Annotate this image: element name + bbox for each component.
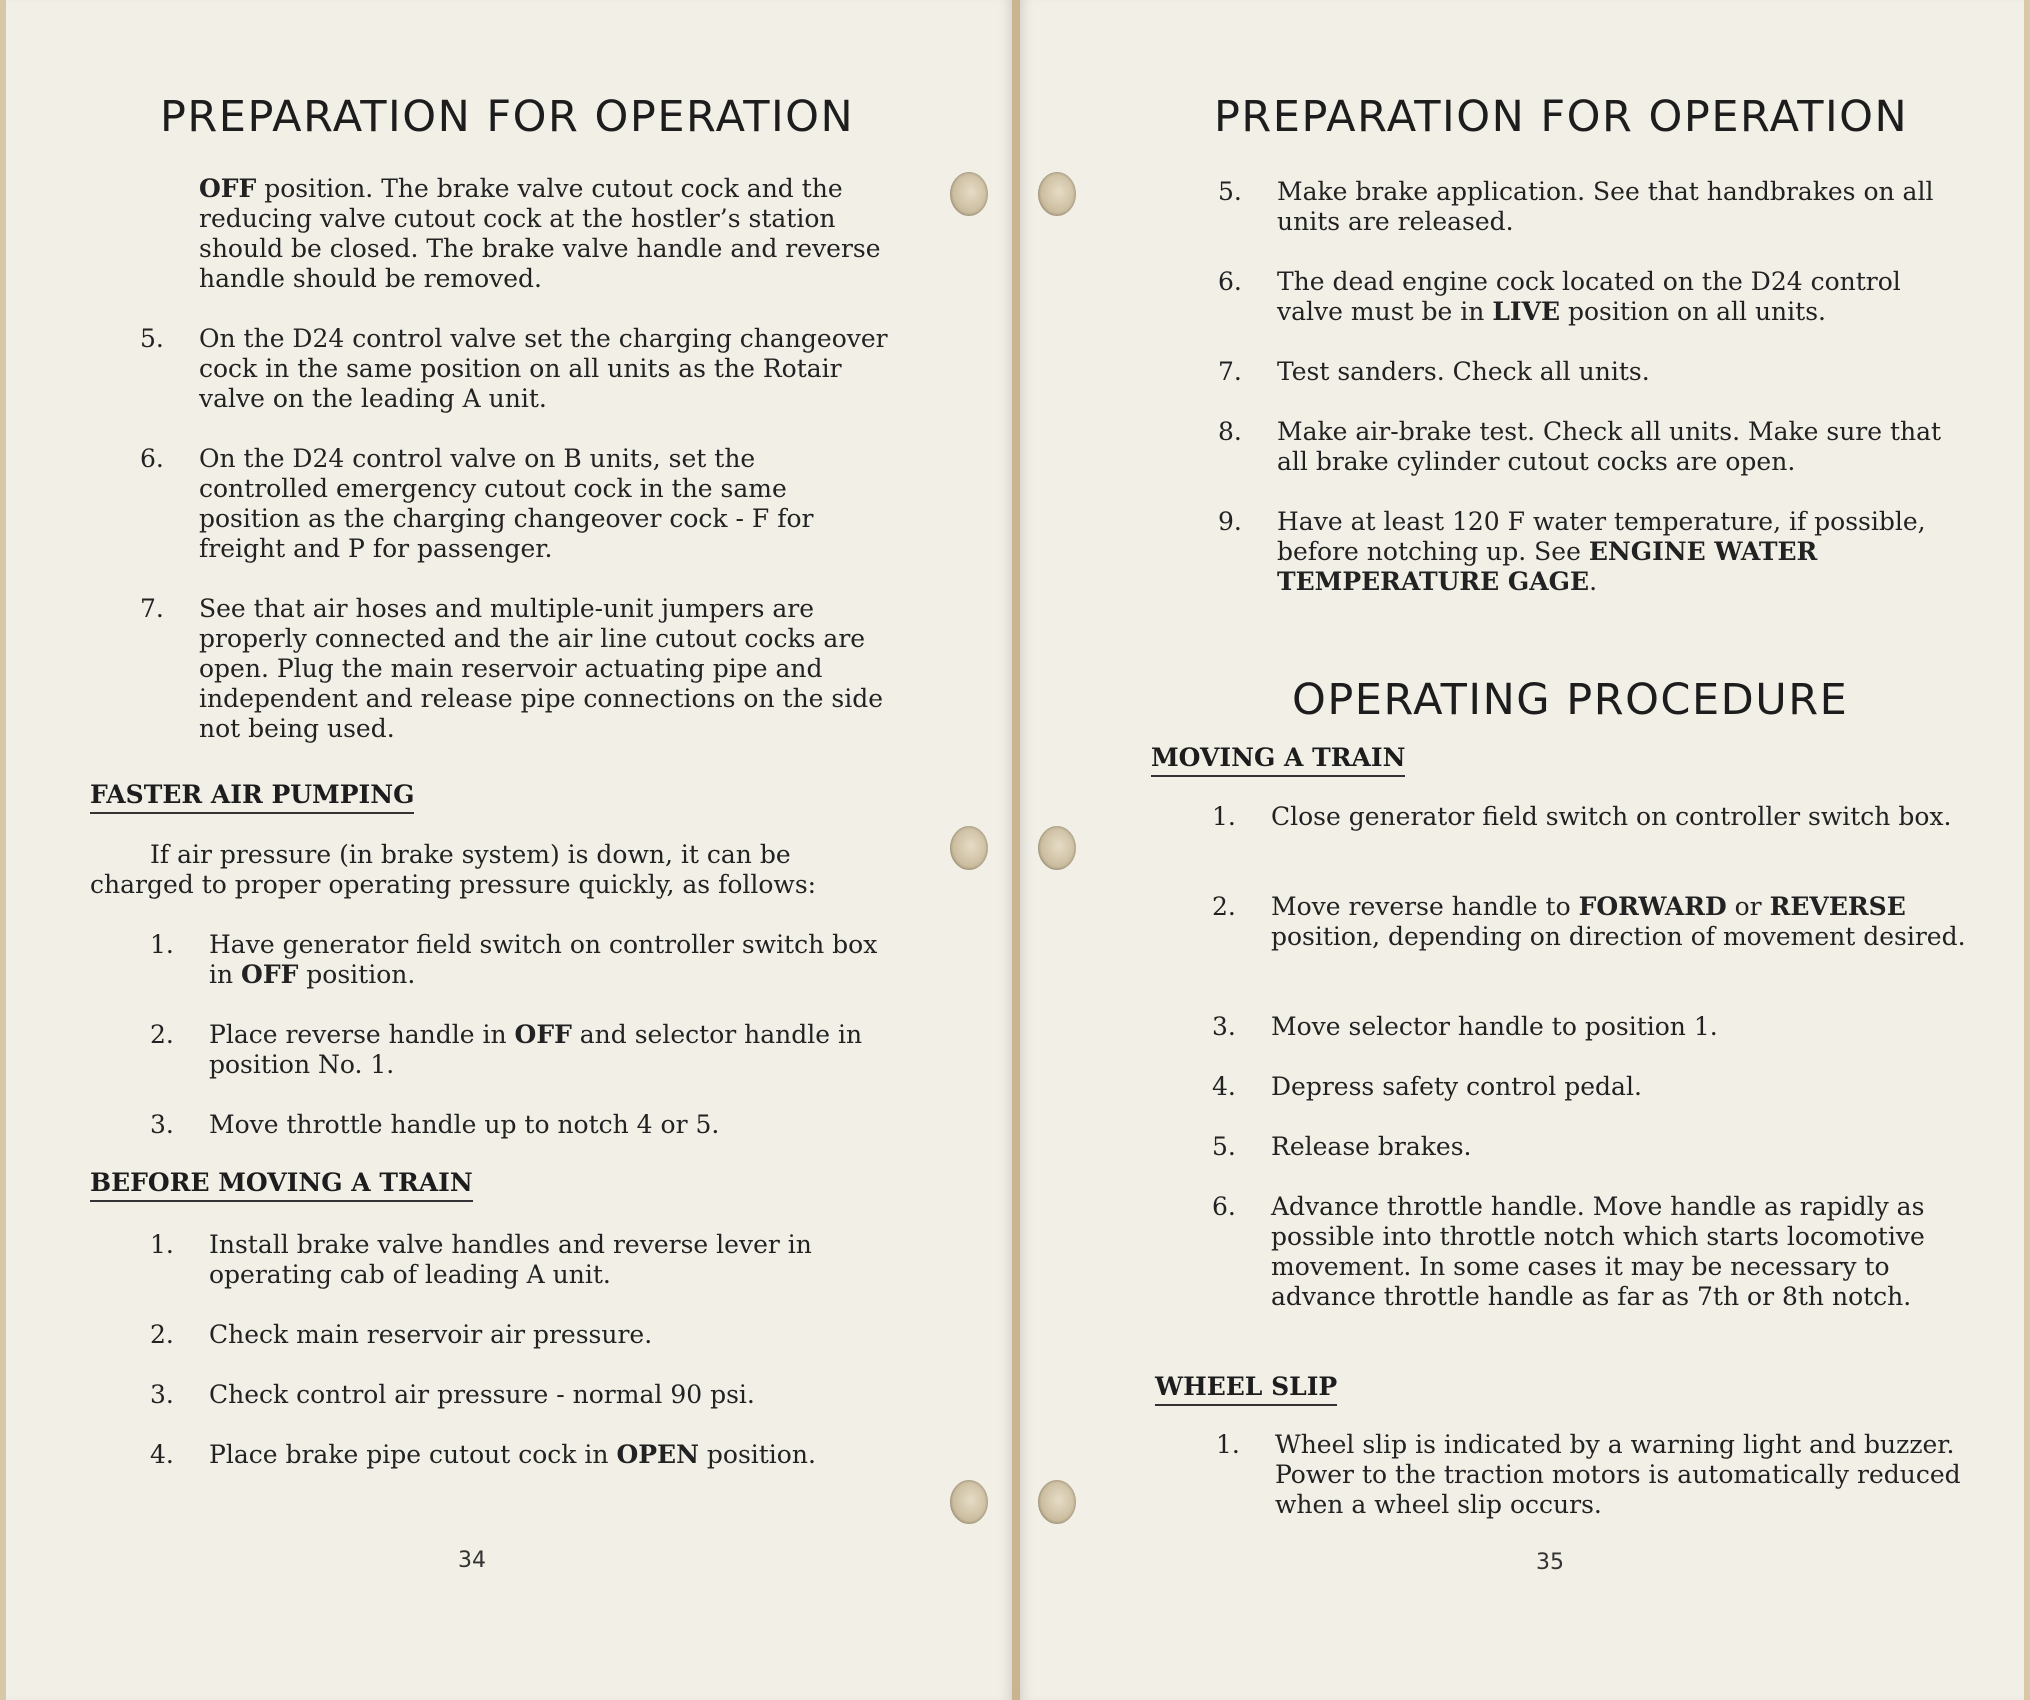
step-number: 3. [150,1110,174,1139]
page-title: PREPARATION FOR OPERATION [1214,92,1909,142]
continuation-paragraph: OFF position. The brake valve cutout cock and the reducing valve cutout cock at the hostler’s station should be closed. The brake valve handle and reverse handle should be removed. [199,174,881,293]
step-text: Install brake valve handles and reverse lever in operating cab of leading A unit. [209,1230,812,1289]
step-number: 5. [1218,177,1242,206]
section-heading-wheel-slip: WHEEL SLIP [1155,1372,1337,1406]
step-text: See that air hoses and multiple-unit jumpers are properly connected and the air line cutout cocks are open. Plug the main reservoir actuating pipe and independent and release pipe connections on the side not being used. [199,594,884,743]
step-text: Test sanders. Check all units. [1277,357,1650,386]
page-number: 35 [1536,1550,1564,1575]
step-text: Advance throttle handle. Move handle as rapidly as possible into throttle notch which starts locomotive movement. In some cases it may be necessary to advance throttle handle as far as 7th or 8th notch. [1271,1192,1925,1311]
step-text: Move selector handle to position 1. [1271,1012,1718,1041]
step-number: 6. [1218,267,1242,296]
section-heading-faster-air-pumping: FASTER AIR PUMPING [90,780,414,814]
step-text: Move reverse handle to FORWARD or REVERSE position, depending on direction of movement desired. [1271,892,1966,951]
bold-term: OFF [199,174,257,203]
step-number: 7. [140,594,164,623]
binder-hole [950,826,988,870]
right-page [1020,0,2024,1700]
step-number: 1. [150,930,174,959]
step-number: 2. [150,1320,174,1349]
binder-hole [1038,826,1076,870]
step-number: 4. [150,1440,174,1469]
step-number: 6. [1212,1192,1236,1221]
left-page [6,0,1012,1700]
step-number: 9. [1218,507,1242,536]
step-number: 7. [1218,357,1242,386]
step-number: 5. [1212,1132,1236,1161]
page-title: PREPARATION FOR OPERATION [160,92,855,142]
step-text: Place brake pipe cutout cock in OPEN position. [209,1440,816,1469]
intro-paragraph: If air pressure (in brake system) is down, it can be charged to proper operating pressure quickly, as follows: [90,840,817,899]
step-number: 1. [1212,802,1236,831]
step-number: 1. [150,1230,174,1259]
section-heading-moving-a-train: MOVING A TRAIN [1151,743,1405,777]
binder-hole [1038,1480,1076,1524]
binder-hole [950,1480,988,1524]
page-number: 34 [458,1548,486,1573]
step-number: 6. [140,444,164,473]
step-text: Wheel slip is indicated by a warning light and buzzer. Power to the traction motors is automatically reduced when a wheel slip occurs. [1275,1430,1961,1519]
section-title-operating-procedure: OPERATING PROCEDURE [1292,675,1849,725]
step-text: The dead engine cock located on the D24 control valve must be in LIVE position on all units. [1277,267,1901,326]
step-text: Move throttle handle up to notch 4 or 5. [209,1110,720,1139]
step-number: 3. [1212,1012,1236,1041]
step-text: Release brakes. [1271,1132,1472,1161]
step-text: Make air-brake test. Check all units. Make sure that all brake cylinder cutout cocks are open. [1277,417,1942,476]
step-number: 2. [150,1020,174,1049]
step-text: Check main reservoir air pressure. [209,1320,653,1349]
step-text: Have at least 120 F water temperature, if possible, before notching up. See ENGINE WATER TEMPERATURE GAGE. [1277,507,1926,596]
step-text: On the D24 control valve set the charging changeover cock in the same position on all units as the Rotair valve on the leading A unit. [199,324,888,413]
step-number: 8. [1218,417,1242,446]
step-text: Place reverse handle in OFF and selector handle in position No. 1. [209,1020,863,1079]
step-text: Make brake application. See that handbrakes on all units are released. [1277,177,1934,236]
book-gutter [1012,0,1020,1700]
step-number: 3. [150,1380,174,1409]
binder-hole [1038,172,1076,216]
step-text: Close generator field switch on controller switch box. [1271,802,1952,831]
step-text: Depress safety control pedal. [1271,1072,1642,1101]
step-number: 1. [1216,1430,1240,1459]
section-heading-before-moving: BEFORE MOVING A TRAIN [90,1168,473,1202]
step-text: On the D24 control valve on B units, set the controlled emergency cutout cock in the same position as the charging changeover cock - F for freight and P for passenger. [199,444,814,563]
step-number: 5. [140,324,164,353]
binder-hole [950,172,988,216]
step-number: 2. [1212,892,1236,921]
step-text: Have generator field switch on controller switch box in OFF position. [209,930,878,989]
step-text: Check control air pressure - normal 90 psi. [209,1380,755,1409]
step-number: 4. [1212,1072,1236,1101]
